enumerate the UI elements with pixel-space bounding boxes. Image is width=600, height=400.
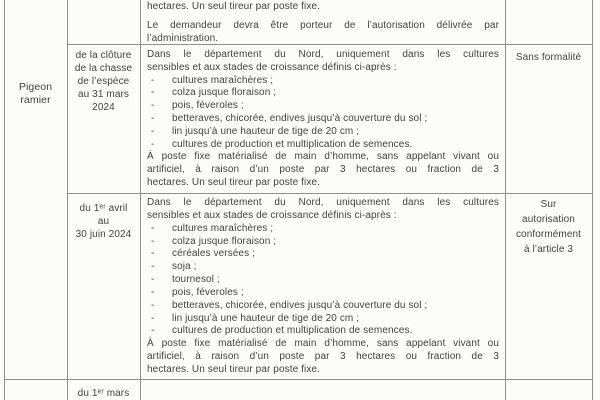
- bullet-line: [147, 126, 499, 139]
- text-line: Sur: [540, 199, 557, 210]
- text-line: 30 juin 2024: [75, 229, 132, 240]
- text-line: de l’espèce: [77, 76, 130, 87]
- text-line: ramier: [20, 94, 51, 106]
- text-line: À poste fixe matérialisé de main d’homme, sans appelant vivant ou: [147, 338, 499, 350]
- bullet-text: soja ;: [172, 261, 197, 273]
- bullet-dash-icon: -: [151, 138, 155, 150]
- bullet-text: pois, féveroles ;: [172, 100, 244, 112]
- formality-cell-spring: [506, 197, 591, 257]
- text-line: Dans le département du Nord, uniquement dans les cultures: [147, 49, 499, 60]
- text-line: du 1ᵉʳ mars: [77, 388, 130, 399]
- bullet-text: betteraves, chicorée, endives jusqu’à couverture du sol ;: [172, 299, 428, 311]
- formality-cell-closure: [506, 52, 591, 65]
- bullet-dash-icon: -: [151, 112, 155, 124]
- bullet-text: colza jusque floraison ;: [172, 87, 277, 99]
- bullet-line: [147, 261, 499, 274]
- text-line: artificiel, à raison d’un poste par 3 hectares ou fraction de 3: [147, 164, 499, 176]
- bullet-dash-icon: -: [151, 125, 155, 137]
- bullet-dash-icon: -: [151, 74, 155, 86]
- text-line: 2024: [92, 102, 115, 113]
- table-grid-line-period-conditions: [140, 0, 141, 400]
- bullet-text: cultures maraîchères ;: [172, 222, 274, 234]
- bullet-text: betteraves, chicorée, endives jusqu’à couverture du sol ;: [172, 112, 428, 124]
- bullet-dash-icon: -: [151, 274, 155, 286]
- conditions-cell-closure: [147, 49, 499, 190]
- text-line: au: [97, 216, 110, 227]
- bullet-line: [147, 325, 499, 338]
- text-line: hectares. Un seul tireur par poste fixe.: [147, 176, 320, 188]
- bullet-line: [147, 313, 499, 326]
- bullet-dash-icon: -: [151, 100, 155, 112]
- bullet-text: tournesol ;: [172, 274, 220, 286]
- text-line: Sans formalité: [515, 52, 582, 63]
- text-line: À poste fixe matérialisé de main d’homme, sans appelant vivant ou: [147, 151, 499, 163]
- bullet-line: [147, 75, 499, 88]
- bullet-text: cultures de production et multiplication de semences.: [172, 138, 413, 150]
- text-line: Le demandeur devra être porteur de l’autorisation délivrée par: [147, 19, 499, 31]
- table-border-right: [592, 0, 593, 400]
- bullet-dash-icon: -: [151, 248, 155, 260]
- text-line: sensibles et aux stades de croissance définis ci-après :: [147, 61, 397, 73]
- text-line: conformément: [515, 229, 582, 240]
- bullet-line: [147, 300, 499, 313]
- bullet-dash-icon: -: [151, 299, 155, 311]
- table-row-divider-3: [4, 379, 592, 380]
- bullet-text: cultures maraîchères ;: [172, 74, 274, 86]
- text-line: du 1ᵉʳ avril: [79, 203, 128, 214]
- text-line: de la chasse: [74, 63, 133, 74]
- table-border-left: [4, 0, 5, 400]
- bullet-text: céréales versées ;: [172, 248, 255, 260]
- bullet-text: colza jusque floraison ;: [172, 235, 277, 247]
- bullet-line: [147, 223, 499, 236]
- text-line: hectares. Un seul tireur par poste fixe.: [147, 1, 320, 12]
- period-cell-closure: [68, 49, 139, 114]
- text-line: hectares. Un seul tireur par poste fixe.: [147, 363, 320, 375]
- period-cell-bottom: [68, 387, 139, 400]
- conditions-cell-spring: [147, 197, 499, 377]
- text-line: artificiel, à raison d’un poste par 3 hectares ou fraction de 3: [147, 351, 499, 363]
- bullet-line: [147, 87, 499, 100]
- bullet-dash-icon: -: [151, 87, 155, 99]
- bullet-line: [147, 287, 499, 300]
- bullet-dash-icon: -: [151, 286, 155, 298]
- bullet-dash-icon: -: [151, 261, 155, 273]
- conditions-cell-top: [147, 1, 499, 45]
- bullet-line: [147, 248, 499, 261]
- bullet-line: [147, 274, 499, 287]
- text-line: à l’article 3: [523, 244, 574, 255]
- table-row-divider-2: [67, 193, 592, 194]
- bullet-dash-icon: -: [151, 222, 155, 234]
- bullet-text: lin jusqu’à une hauteur de tige de 20 cm ;: [172, 125, 360, 137]
- text-line: Pigeon: [18, 81, 53, 93]
- bullet-dash-icon: -: [151, 312, 155, 324]
- text-line: au 31 mars: [77, 89, 130, 100]
- text-line: Dans le département du Nord, uniquement dans les cultures: [147, 197, 499, 208]
- bullet-dash-icon: -: [151, 325, 155, 337]
- bullet-text: pois, féveroles ;: [172, 286, 244, 298]
- text-line: l’administration.: [147, 32, 219, 44]
- text-line: sensibles et aux stades de croissance définis ci-après :: [147, 209, 397, 221]
- bullet-text: cultures de production et multiplication de semences.: [172, 325, 413, 337]
- period-cell-spring: [68, 202, 139, 241]
- bullet-line: [147, 100, 499, 113]
- bullet-dash-icon: -: [151, 235, 155, 247]
- bullet-line: [147, 236, 499, 249]
- bullet-line: [147, 139, 499, 152]
- species-cell: [5, 81, 66, 107]
- text-line: autorisation: [522, 214, 575, 225]
- bullet-line: [147, 113, 499, 126]
- bullet-text: lin jusqu’à une hauteur de tige de 20 cm ;: [172, 312, 360, 324]
- text-line: de la clôture: [75, 50, 132, 61]
